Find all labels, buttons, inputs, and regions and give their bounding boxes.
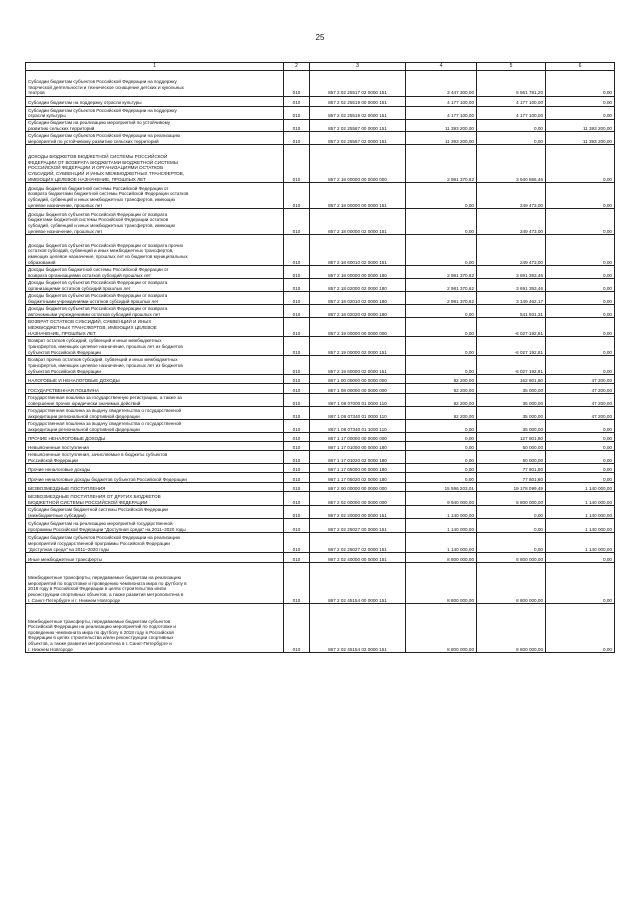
- column-header: 6: [546, 63, 615, 71]
- row-value-col5: 0,00: [477, 519, 546, 533]
- row-value-col6: 0,00: [546, 604, 615, 653]
- row-kbk: 857 2 18 02000 02 0000 180: [310, 279, 406, 292]
- row-code: 010: [284, 145, 310, 183]
- row-name: Доходы бюджетов субъектов Российской Федерации от возврата организациями остатков субсидий прошлых лет: [26, 279, 284, 292]
- row-name: Государственная пошлина за выдачу свидетельства о государственной аккредитации региональной спортивной федерации: [26, 420, 284, 433]
- row-value-col4: 15 596 203,01: [406, 483, 477, 492]
- row-code: 010: [284, 604, 310, 653]
- row-name: Межбюджетные трансферты, передаваемые бюджетам на реализацию мероприятий по подготовке и проведению чемпионата мира по футболу в 2018 году в Российской Федерации в целях строительства и/или реконструкции спортивных объектов, а также развития метрополитена в г. Санкт-Петербурге и г. Нижнем Новгороде: [26, 563, 284, 604]
- row-code: 010: [284, 394, 310, 407]
- row-value-col6: 0,00: [546, 442, 615, 451]
- row-kbk: 857 2 19 00000 02 0000 151: [310, 337, 406, 356]
- row-value-col4: 0,00: [406, 305, 477, 318]
- row-value-col4: 8 800 000,00: [406, 553, 477, 563]
- row-value-col4: 0,00: [406, 356, 477, 375]
- row-value-col5: 77 801,80: [477, 464, 546, 473]
- row-value-col4: 8 800 000,00: [406, 604, 477, 653]
- row-kbk: 867 2 02 40000 00 0000 151: [310, 553, 406, 563]
- table-row: [26, 604, 615, 653]
- page-number: 25: [315, 33, 325, 42]
- row-name: Доходы бюджетов бюджетной системы Российской Федерации от возврата организациями остатков субсидий прошлых лет: [26, 266, 284, 279]
- row-value-col5: 0,00: [477, 533, 546, 553]
- column-header: 3: [310, 63, 406, 71]
- row-value-col4: 11 393 200,00: [406, 120, 477, 132]
- row-code: 010: [284, 97, 310, 107]
- table-row: [26, 473, 615, 483]
- row-name: ПРОЧИЕ НЕНАЛОГОВЫЕ ДОХОДЫ: [26, 433, 284, 442]
- row-value-col4: 4 177 100,00: [406, 97, 477, 107]
- row-name: Доходы бюджетов субъектов Российской Федерации от возврата автономными учреждениями остатков субсидий прошлых лет: [26, 305, 284, 318]
- row-code: 010: [284, 464, 310, 473]
- row-kbk: 867 2 02 25027 00 0000 151: [310, 519, 406, 533]
- row-kbk: 857 2 18 02020 02 0000 180: [310, 305, 406, 318]
- row-code: 010: [284, 318, 310, 337]
- row-kbk: 867 1 08 07000 01 0000 110: [310, 394, 406, 407]
- row-value-col6: 0,00: [546, 292, 615, 305]
- row-code: 010: [284, 407, 310, 420]
- table-row: [26, 305, 615, 318]
- row-value-col6: 0,00: [546, 433, 615, 442]
- row-kbk: 867 1 08 00000 00 0000 000: [310, 384, 406, 394]
- table-row: [26, 519, 615, 533]
- table-row: [26, 451, 615, 464]
- row-name: Субсидии бюджетам на реализацию мероприятий государственной программы Российской Федерации "Доступная среда" на 2011–2020 годы: [26, 519, 284, 533]
- row-value-col6: 0,00: [546, 473, 615, 483]
- row-code: 010: [284, 492, 310, 506]
- row-code: 010: [284, 553, 310, 563]
- row-value-col6: 47 200,00: [546, 394, 615, 407]
- row-name: БЕЗВОЗМЕЗДНЫЕ ПОСТУПЛЕНИЯ ОТ ДРУГИХ БЮДЖЕТОВ БЮДЖЕТНОЙ СИСТЕМЫ РОССИЙСКОЙ ФЕДЕРАЦИИ: [26, 492, 284, 506]
- table-row: [26, 394, 615, 407]
- row-code: 010: [284, 420, 310, 433]
- row-value-col5: 4 177 100,00: [477, 107, 546, 120]
- table-row: [26, 492, 615, 506]
- row-value-col4: 0,00: [406, 433, 477, 442]
- row-code: 010: [284, 107, 310, 120]
- row-kbk: 867 1 17 00000 00 0000 000: [310, 433, 406, 442]
- row-name: Доходы бюджетов субъектов Российской Федерации от возврата бюджетами бюджетной системы Российской Федерации остатков субсидий, субвенций и иных межбюджетных трансфертов, имеющих целевое назначение, прошлых лет: [26, 209, 284, 235]
- row-kbk: 857 2 19 00000 00 0000 000: [310, 318, 406, 337]
- row-kbk: 857 2 18 00000 00 0000 151: [310, 183, 406, 209]
- row-kbk: 867 2 02 45154 00 0000 151: [310, 563, 406, 604]
- row-value-col4: 2 981 370,62: [406, 145, 477, 183]
- row-code: 010: [284, 305, 310, 318]
- row-name: ВОЗВРАТ ОСТАТКОВ СУБСИДИЙ, СУБВЕНЦИЙ И ИНЫХ МЕЖБЮДЖЕТНЫХ ТРАНСФЕРТОВ, ИМЕЮЩИХ ЦЕЛЕВОЕ НАЗНАЧЕНИЕ, ПРОШЛЫХ ЛЕТ: [26, 318, 284, 337]
- row-value-col5: 127 801,80: [477, 433, 546, 442]
- row-code: 010: [284, 266, 310, 279]
- row-name: Прочие неналоговые доходы бюджетов субъектов Российской Федерации: [26, 473, 284, 483]
- row-value-col4: 82 200,00: [406, 375, 477, 384]
- row-name: Субсидии бюджетам на поддержку отрасли культуры: [26, 97, 284, 107]
- row-value-col6: 0,00: [546, 420, 615, 433]
- row-name: Межбюджетные трансферты, передаваемые бюджетам субъектов Российской Федерации на реализацию мероприятий по подготовке и проведению чемпионата мира по футболу в 2018 году в Российской Федерации в целях строительства и/или реконструкции спортивных объектов, а также развития метрополитена в г. Санкт-Петербурге и г. Нижнем Новгороде: [26, 604, 284, 653]
- row-kbk: 867 1 17 01000 00 0000 180: [310, 442, 406, 451]
- row-kbk: 857 2 02 25517 02 0000 151: [310, 71, 406, 97]
- row-kbk: 857 2 18 02010 02 0000 180: [310, 292, 406, 305]
- row-value-col5: 50 000,00: [477, 442, 546, 451]
- header-row: [26, 63, 615, 71]
- row-code: 010: [284, 483, 310, 492]
- row-value-col6: 0,00: [546, 235, 615, 266]
- row-value-col4: 0,00: [406, 318, 477, 337]
- row-kbk: 867 1 08 07340 01 0000 110: [310, 407, 406, 420]
- row-value-col5: 35 000,00: [477, 420, 546, 433]
- row-code: 010: [284, 279, 310, 292]
- row-value-col5: 0,00: [477, 132, 546, 145]
- row-value-col6: 0,00: [546, 279, 615, 292]
- row-value-col5: 19 178 099,49: [477, 483, 546, 492]
- row-value-col5: 50 000,00: [477, 451, 546, 464]
- row-value-col4: 4 177 100,00: [406, 107, 477, 120]
- row-kbk: 867 2 02 00000 00 0000 000: [310, 492, 406, 506]
- table-row: [26, 483, 615, 492]
- row-value-col5: 4 177 100,00: [477, 97, 546, 107]
- table-row: [26, 442, 615, 451]
- table-row: [26, 464, 615, 473]
- row-value-col4: 0,00: [406, 442, 477, 451]
- row-kbk: 857 2 02 25519 02 0000 151: [310, 107, 406, 120]
- row-value-col4: 3 447 300,00: [406, 71, 477, 97]
- row-value-col6: 0,00: [546, 145, 615, 183]
- row-kbk: 857 2 02 25519 00 0000 151: [310, 97, 406, 107]
- table-row: [26, 506, 615, 519]
- row-name: Субсидии бюджетам на реализацию мероприятий по устойчивому развитию сельских территорий: [26, 120, 284, 132]
- table-row: [26, 407, 615, 420]
- row-value-col4: 0,00: [406, 337, 477, 356]
- row-value-col5: 35 000,00: [477, 394, 546, 407]
- table-row: [26, 132, 615, 145]
- row-code: 010: [284, 235, 310, 266]
- row-kbk: 867 2 02 45154 02 0000 151: [310, 604, 406, 653]
- table-row: [26, 120, 615, 132]
- row-value-col4: 0,00: [406, 183, 477, 209]
- row-name: ДОХОДЫ БЮДЖЕТОВ БЮДЖЕТНОЙ СИСТЕМЫ РОССИЙСКОЙ ФЕДЕРАЦИИ ОТ ВОЗВРАТА БЮДЖЕТАМИ БЮДЖЕТНОЙ СИСТЕМЫ РОССИЙСКОЙ ФЕДЕРАЦИИ И ОРГАНИЗАЦИЯМИ ОСТАТКОВ СУБСИДИЙ, СУБВЕНЦИЙ И ИНЫХ МЕЖБЮДЖЕТНЫХ ТРАНСФЕРТОВ, ИМЕЮЩИХ ЦЕЛЕВОЕ НАЗНАЧЕНИЕ, ПРОШЛЫХ ЛЕТ: [26, 145, 284, 183]
- row-name: Субсидии бюджетам субъектов Российской Федерации на поддержку творческой деятельности и техническое оснащение детских и кукольных театров: [26, 71, 284, 97]
- row-value-col5: 0,00: [477, 120, 546, 132]
- row-value-col4: 1 140 000,00: [406, 533, 477, 553]
- row-kbk: 867 2 02 20000 00 0000 151: [310, 506, 406, 519]
- row-value-col6: 47 200,00: [546, 407, 615, 420]
- row-value-col4: 0,00: [406, 209, 477, 235]
- row-kbk: 857 2 02 25567 02 0000 151: [310, 132, 406, 145]
- row-code: 010: [284, 506, 310, 519]
- row-name: Государственная пошлина за выдачу свидетельства о государственной аккредитации региональной спортивной федерации: [26, 407, 284, 420]
- row-name: Прочие неналоговые доходы: [26, 464, 284, 473]
- column-header: 1: [26, 63, 284, 71]
- row-value-col5: 249 473,00: [477, 235, 546, 266]
- row-value-col5: 3 691 393,46: [477, 266, 546, 279]
- row-value-col6: 0,00: [546, 451, 615, 464]
- row-value-col4: 1 140 000,00: [406, 506, 477, 519]
- row-value-col6: 0,00: [546, 356, 615, 375]
- table-row: [26, 292, 615, 305]
- table-row: [26, 209, 615, 235]
- column-header: 5: [477, 63, 546, 71]
- row-kbk: 867 1 17 05020 02 0000 180: [310, 473, 406, 483]
- table-row: [26, 384, 615, 394]
- row-name: Доходы бюджетов субъектов Российской Федерации от возврата бюджетными учреждениями остатков субсидий прошлых лет: [26, 292, 284, 305]
- row-value-col6: 47 200,00: [546, 375, 615, 384]
- row-code: 010: [284, 519, 310, 533]
- row-code: 010: [284, 209, 310, 235]
- table-row: [26, 279, 615, 292]
- table-row: [26, 145, 615, 183]
- table-row: [26, 235, 615, 266]
- row-value-col4: 11 393 200,00: [406, 132, 477, 145]
- row-name: Государственная пошлина за государственную регистрацию, а также за совершение прочих юридически значимых действий: [26, 394, 284, 407]
- row-value-col4: 2 981 370,62: [406, 292, 477, 305]
- table-row: [26, 107, 615, 120]
- row-value-col6: 0,00: [546, 464, 615, 473]
- row-value-col5: 162 801,80: [477, 375, 546, 384]
- row-value-col5: 249 473,00: [477, 183, 546, 209]
- row-name: БЕЗВОЗМЕЗДНЫЕ ПОСТУПЛЕНИЯ: [26, 483, 284, 492]
- table-row: [26, 420, 615, 433]
- row-code: 010: [284, 120, 310, 132]
- table-row: [26, 533, 615, 553]
- row-value-col6: 47 200,00: [546, 384, 615, 394]
- row-value-col5: 8 800 000,00: [477, 604, 546, 653]
- row-value-col5: 8 800 000,00: [477, 492, 546, 506]
- row-name: Субсидии бюджетам субъектов Российской Федерации на реализацию мероприятий государственной программы Российской Федерации "Доступная среда" на 2011–2020 годы: [26, 533, 284, 553]
- row-value-col5: -6 027 192,81: [477, 356, 546, 375]
- row-value-col6: 0,00: [546, 305, 615, 318]
- table-row: [26, 318, 615, 337]
- row-kbk: 857 2 18 00000 00 0000 180: [310, 266, 406, 279]
- row-name: ГОСУДАРСТВЕННАЯ ПОШЛИНА: [26, 384, 284, 394]
- row-value-col5: 541 931,31: [477, 305, 546, 318]
- row-value-col6: 0,00: [546, 209, 615, 235]
- row-code: 010: [284, 533, 310, 553]
- row-name: Субсидии бюджетам субъектов Российской Федерации на реализацию мероприятий по устойчивому развитию сельских территорий: [26, 132, 284, 145]
- row-code: 010: [284, 356, 310, 375]
- row-value-col4: 0,00: [406, 464, 477, 473]
- row-code: 010: [284, 132, 310, 145]
- row-value-col5: 3 691 393,46: [477, 279, 546, 292]
- row-value-col5: -6 027 192,81: [477, 318, 546, 337]
- row-name: Невыясненные поступления, зачисляемые в бюджеты субъектов Российской Федерации: [26, 451, 284, 464]
- row-code: 010: [284, 183, 310, 209]
- row-name: Возврат прочих остатков субсидий, субвенций и иных межбюджетных трансфертов, имеющих целевое назначение, прошлых лет из бюджетов субъектов Российской Федерации: [26, 356, 284, 375]
- row-code: 010: [284, 375, 310, 384]
- row-code: 010: [284, 442, 310, 451]
- row-kbk: 857 2 18 00000 02 0000 151: [310, 209, 406, 235]
- row-code: 010: [284, 337, 310, 356]
- row-value-col4: 8 800 000,00: [406, 563, 477, 604]
- row-kbk: 867 1 17 05000 00 0000 180: [310, 464, 406, 473]
- row-value-col5: 8 800 000,00: [477, 563, 546, 604]
- row-value-col6: 0,00: [546, 183, 615, 209]
- row-name: Невыясненные поступления: [26, 442, 284, 451]
- row-value-col6: 11 393 200,00: [546, 120, 615, 132]
- row-value-col6: 0,00: [546, 337, 615, 356]
- row-kbk: 857 2 02 25567 00 0000 151: [310, 120, 406, 132]
- table-row: [26, 375, 615, 384]
- row-value-col4: 2 981 370,62: [406, 266, 477, 279]
- row-code: 010: [284, 473, 310, 483]
- row-kbk: 857 2 18 00000 00 0000 000: [310, 145, 406, 183]
- table-row: [26, 97, 615, 107]
- row-code: 010: [284, 71, 310, 97]
- column-header: 4: [406, 63, 477, 71]
- row-name: Доходы бюджетов субъектов Российской Федерации от возврата прочих остатков субсидий, субвенций и иных межбюджетных трансфертов, имеющих целевое назначение, прошлых лет из бюджетов муниципальных образований: [26, 235, 284, 266]
- row-value-col4: 82 200,00: [406, 394, 477, 407]
- row-kbk: 867 2 00 00000 00 0000 000: [310, 483, 406, 492]
- table-row: [26, 183, 615, 209]
- row-value-col6: 1 140 000,00: [546, 492, 615, 506]
- row-value-col6: 0,00: [546, 266, 615, 279]
- row-value-col4: 0,00: [406, 235, 477, 266]
- row-value-col6: 0,00: [546, 318, 615, 337]
- row-value-col4: 82 200,00: [406, 384, 477, 394]
- row-kbk: 857 2 18 60010 02 0000 151: [310, 235, 406, 266]
- row-value-col5: 3 940 866,46: [477, 145, 546, 183]
- row-value-col4: 1 140 000,00: [406, 519, 477, 533]
- row-value-col4: 0,00: [406, 451, 477, 464]
- row-code: 010: [284, 451, 310, 464]
- row-code: 010: [284, 433, 310, 442]
- table-row: [26, 553, 615, 563]
- row-value-col5: 8 800 000,00: [477, 553, 546, 563]
- row-value-col5: 77 801,80: [477, 473, 546, 483]
- table-row: [26, 337, 615, 356]
- row-code: 010: [284, 384, 310, 394]
- row-name: Субсидии бюджетам бюджетной системы Российской Федерации (межбюджетные субсидии): [26, 506, 284, 519]
- row-value-col4: 2 981 370,62: [406, 279, 477, 292]
- column-header: 2: [284, 63, 310, 71]
- row-value-col6: 1 140 000,00: [546, 533, 615, 553]
- table-row: [26, 71, 615, 97]
- row-kbk: 867 1 17 01020 02 0000 180: [310, 451, 406, 464]
- row-kbk: 867 1 00 00000 00 0000 000: [310, 375, 406, 384]
- row-value-col6: 1 140 000,00: [546, 519, 615, 533]
- row-value-col5: 35 000,00: [477, 384, 546, 394]
- row-value-col5: 6 561 781,20: [477, 71, 546, 97]
- row-value-col5: 35 000,00: [477, 407, 546, 420]
- row-value-col6: 1 140 000,00: [546, 506, 615, 519]
- row-name: НАЛОГОВЫЕ И НЕНАЛОГОВЫЕ ДОХОДЫ: [26, 375, 284, 384]
- row-value-col5: 249 473,00: [477, 209, 546, 235]
- row-value-col6: 0,00: [546, 71, 615, 97]
- row-name: Субсидии бюджетам субъектов Российской Федерации на поддержку отрасли культуры: [26, 107, 284, 120]
- row-code: 010: [284, 563, 310, 604]
- row-value-col6: 0,00: [546, 563, 615, 604]
- row-name: Иные межбюджетные трансферты: [26, 553, 284, 563]
- table-row: [26, 433, 615, 442]
- row-value-col5: -6 027 192,81: [477, 337, 546, 356]
- row-value-col4: 0,00: [406, 420, 477, 433]
- row-value-col4: 9 940 000,00: [406, 492, 477, 506]
- row-value-col6: 1 140 000,00: [546, 483, 615, 492]
- row-name: Возврат остатков субсидий, субвенций и иных межбюджетных трансфертов, имеющих целевое назначение, прошлых лет из бюджетов субъектов Российской Федерации: [26, 337, 284, 356]
- row-value-col5: 3 149 462,17: [477, 292, 546, 305]
- row-value-col6: 11 393 200,00: [546, 132, 615, 145]
- row-value-col6: 0,00: [546, 107, 615, 120]
- row-kbk: 867 1 08 07340 01 1000 110: [310, 420, 406, 433]
- row-code: 010: [284, 292, 310, 305]
- row-kbk: 857 2 19 60000 02 0000 151: [310, 356, 406, 375]
- table-row: [26, 356, 615, 375]
- row-value-col4: 82 200,00: [406, 407, 477, 420]
- row-value-col5: 0,00: [477, 506, 546, 519]
- income-table: [25, 62, 615, 653]
- row-name: Доходы бюджетов бюджетной системы Российской Федерации от возврата бюджетами бюджетной системы Российской Федерации остатков субсидий, субвенций и иных межбюджетных трансфертов, имеющих целевое назначение, прошлых лет: [26, 183, 284, 209]
- table-row: [26, 266, 615, 279]
- row-value-col4: 0,00: [406, 473, 477, 483]
- table-row: [26, 563, 615, 604]
- row-kbk: 867 2 02 25027 02 0000 151: [310, 533, 406, 553]
- row-value-col6: 0,00: [546, 97, 615, 107]
- row-value-col6: 0,00: [546, 553, 615, 563]
